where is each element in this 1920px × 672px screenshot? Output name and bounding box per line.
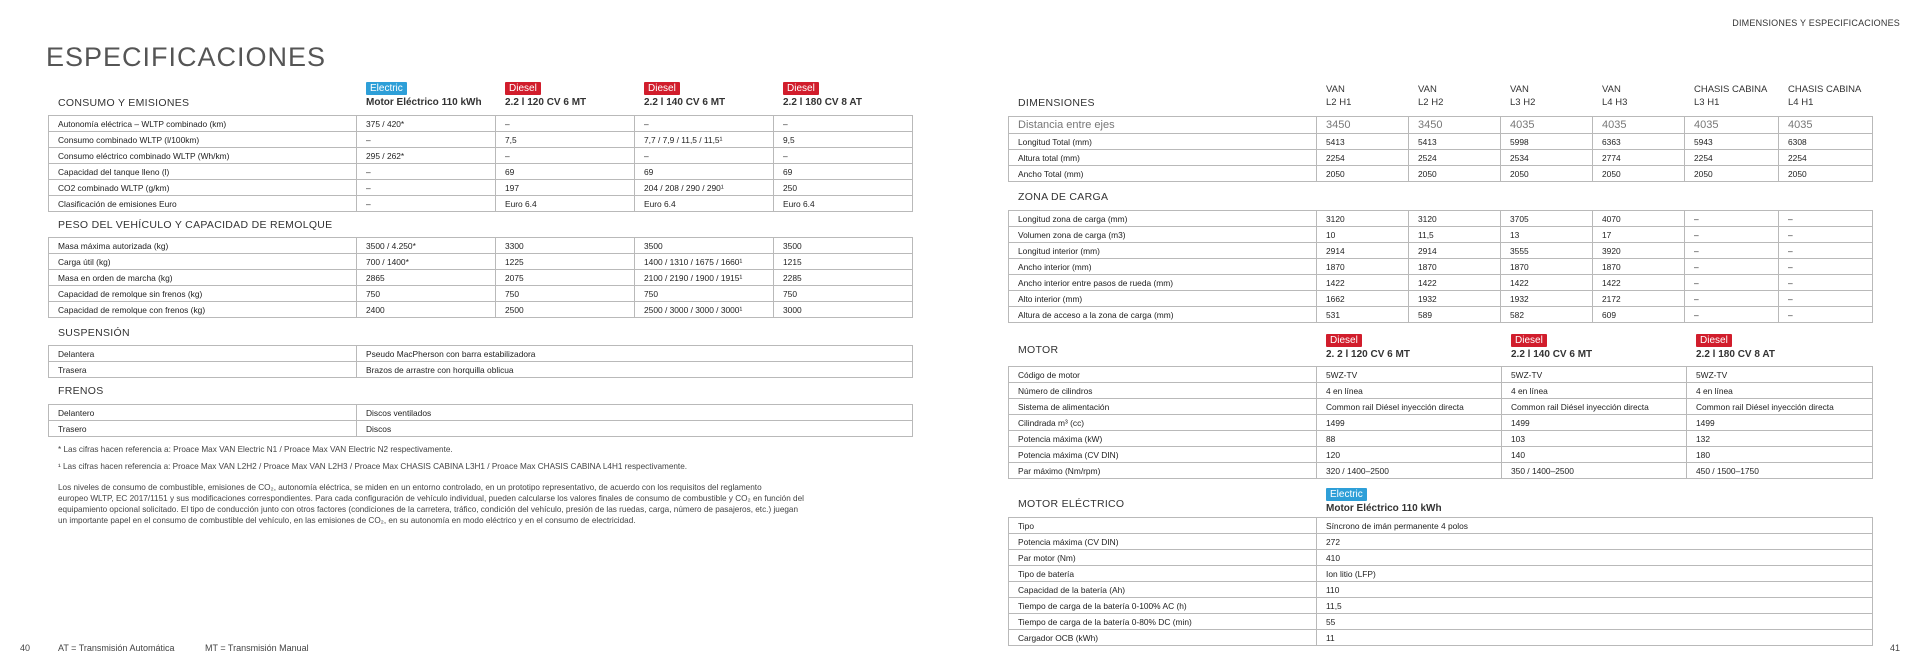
cell-value: 609 bbox=[1593, 307, 1685, 323]
legend-at: AT = Transmisión Automática bbox=[58, 643, 175, 653]
cell-value: 2254 bbox=[1685, 150, 1779, 166]
diesel-badge: Diesel bbox=[783, 82, 819, 95]
cell-value: 1870 bbox=[1317, 259, 1409, 275]
row-label: Autonomía eléctrica – WLTP combinado (km) bbox=[49, 116, 357, 132]
footnote-wltp-line-1: Los niveles de consumo de combustible, emisiones de CO₂, autonomía eléctrica, se miden en un entorno controlado, en un prototipo representativo, de acuerdo con los requisitos del reglamento bbox=[58, 483, 762, 492]
cell-value: – bbox=[1779, 291, 1873, 307]
cell-value: 295 / 262* bbox=[357, 148, 496, 164]
dimension-column-header bbox=[1602, 83, 1627, 109]
cell-value: 1400 / 1310 / 1675 / 1660¹ bbox=[635, 254, 774, 270]
motor-column-header-140 bbox=[1511, 330, 1547, 348]
cell-value: 1662 bbox=[1317, 291, 1409, 307]
table-row bbox=[49, 164, 913, 180]
cell-value: 7,7 / 7,9 / 11,5 / 11,5¹ bbox=[635, 132, 774, 148]
cell-value: 204 / 208 / 290 / 290¹ bbox=[635, 180, 774, 196]
table-row bbox=[1009, 566, 1873, 582]
cell-value: Discos bbox=[357, 421, 913, 437]
table-row bbox=[1009, 399, 1873, 415]
table-motor bbox=[1008, 366, 1873, 479]
row-label: Carga útil (kg) bbox=[49, 254, 357, 270]
footnote-variants: ¹ Las cifras hacen referencia a: Proace Max VAN L2H2 / Proace Max VAN L2H3 / Proace Max CHASIS CABINA L3H1 / Proace Max CHASIS CABINA L4H1 respectivamente. bbox=[58, 462, 688, 471]
cell-value: 3705 bbox=[1501, 211, 1593, 227]
dimension-column-header bbox=[1510, 83, 1535, 109]
cell-value: 5WZ-TV bbox=[1502, 367, 1687, 383]
cell-value: 1499 bbox=[1502, 415, 1687, 431]
diesel-badge: Diesel bbox=[1326, 334, 1362, 347]
cell-value: – bbox=[1685, 227, 1779, 243]
cell-value: 350 / 1400–2500 bbox=[1502, 463, 1687, 479]
page-title: ESPECIFICACIONES bbox=[46, 42, 327, 72]
dimension-column-size: L2 H1 bbox=[1326, 97, 1352, 108]
footnote-wltp-line-2: europeo WLTP, EC 2017/1151 y sus modificaciones correspondientes. Para cada configuración de vehículo individual, pueden calcularse los valores finales de consumo de combustible y CO₂ en función del bbox=[58, 494, 804, 503]
cell-value: Euro 6.4 bbox=[496, 196, 635, 212]
column-header-diesel-140 bbox=[644, 78, 680, 96]
row-label: Potencia máxima (kW) bbox=[1009, 431, 1317, 447]
section-title-carga: ZONA DE CARGA bbox=[1018, 191, 1109, 203]
column-title-diesel-140: 2.2 l 140 CV 6 MT bbox=[644, 97, 726, 108]
row-label: Cargador OCB (kWh) bbox=[1009, 630, 1317, 646]
dimension-column-header bbox=[1326, 83, 1351, 109]
cell-value: – bbox=[1685, 291, 1779, 307]
row-label: Trasero bbox=[49, 421, 357, 437]
cell-value: – bbox=[1779, 307, 1873, 323]
table-row bbox=[1009, 383, 1873, 399]
table-row bbox=[49, 286, 913, 302]
table-row bbox=[49, 254, 913, 270]
footnote-wltp-line-4: un importante papel en el consumo de combustible del vehículo, en las emisiones de CO₂, en su autonomía en modo eléctrico y en el consumo de electricidad. bbox=[58, 516, 636, 525]
cell-value: – bbox=[1685, 275, 1779, 291]
cell-value: Ion litio (LFP) bbox=[1317, 566, 1873, 582]
table-carga bbox=[1008, 210, 1873, 323]
row-label: Longitud interior (mm) bbox=[1009, 243, 1317, 259]
row-label: Tiempo de carga de la batería 0-100% AC (h) bbox=[1009, 598, 1317, 614]
table-row bbox=[1009, 463, 1873, 479]
table-row bbox=[1009, 367, 1873, 383]
row-label: Par máximo (Nm/rpm) bbox=[1009, 463, 1317, 479]
cell-value: – bbox=[635, 148, 774, 164]
table-dimensiones bbox=[1008, 116, 1873, 182]
row-label: Clasificación de emisiones Euro bbox=[49, 196, 357, 212]
column-header-diesel-120 bbox=[505, 78, 541, 96]
table-row bbox=[49, 116, 913, 132]
table-row bbox=[1009, 415, 1873, 431]
dimension-column-size: L3 H2 bbox=[1510, 97, 1536, 108]
row-label: Capacidad de remolque sin frenos (kg) bbox=[49, 286, 357, 302]
row-label: Ancho Total (mm) bbox=[1009, 166, 1317, 182]
cell-value: 1499 bbox=[1687, 415, 1873, 431]
table-row bbox=[1009, 518, 1873, 534]
cell-value: 5413 bbox=[1317, 134, 1409, 150]
table-row bbox=[49, 180, 913, 196]
cell-value: 2050 bbox=[1685, 166, 1779, 182]
cell-value: – bbox=[357, 164, 496, 180]
cell-value: – bbox=[357, 196, 496, 212]
row-label: Longitud zona de carga (mm) bbox=[1009, 211, 1317, 227]
dimension-column-type: VAN bbox=[1418, 84, 1437, 95]
cell-value: 3500 bbox=[635, 238, 774, 254]
cell-value: 3500 / 4.250* bbox=[357, 238, 496, 254]
cell-value: 3500 bbox=[774, 238, 913, 254]
cell-value: – bbox=[635, 116, 774, 132]
table-row bbox=[49, 346, 913, 362]
row-label: Ancho interior entre pasos de rueda (mm) bbox=[1009, 275, 1317, 291]
cell-value: – bbox=[1685, 211, 1779, 227]
cell-value: 1870 bbox=[1501, 259, 1593, 275]
motor-electrico-column-title: Motor Eléctrico 110 kWh bbox=[1326, 503, 1442, 514]
footnote-wltp-line-3: equipamiento opcional solicitado. El tipo de conducción junto con otros factores (condiciones de la carretera, tráfico, condición del vehículo, presión de las ruedas, carga, número de pasajeros, etc.) juegan bbox=[58, 505, 799, 514]
cell-value: 4035 bbox=[1685, 117, 1779, 134]
cell-value: 2050 bbox=[1317, 166, 1409, 182]
cell-value: 1932 bbox=[1501, 291, 1593, 307]
table-row bbox=[1009, 150, 1873, 166]
column-title-electric: Motor Eléctrico 110 kWh bbox=[366, 97, 482, 108]
table-row bbox=[1009, 227, 1873, 243]
cell-value: 3300 bbox=[496, 238, 635, 254]
cell-value: 103 bbox=[1502, 431, 1687, 447]
cell-value: – bbox=[1779, 259, 1873, 275]
cell-value: 4035 bbox=[1779, 117, 1873, 134]
cell-value: 2050 bbox=[1409, 166, 1501, 182]
motor-electrico-column-header bbox=[1326, 484, 1367, 502]
table-row bbox=[1009, 243, 1873, 259]
dimension-column-type: VAN bbox=[1602, 84, 1621, 95]
row-label: Altura total (mm) bbox=[1009, 150, 1317, 166]
cell-value: 3120 bbox=[1317, 211, 1409, 227]
diesel-badge: Diesel bbox=[644, 82, 680, 95]
row-label: Ancho interior (mm) bbox=[1009, 259, 1317, 275]
cell-value: 3000 bbox=[774, 302, 913, 318]
cell-value: 11 bbox=[1317, 630, 1873, 646]
cell-value: 2500 / 3000 / 3000 / 3000¹ bbox=[635, 302, 774, 318]
cell-value: 2050 bbox=[1593, 166, 1685, 182]
column-title-diesel-180: 2.2 l 180 CV 8 AT bbox=[783, 97, 862, 108]
cell-value: 132 bbox=[1687, 431, 1873, 447]
table-row bbox=[1009, 614, 1873, 630]
cell-value: 2050 bbox=[1501, 166, 1593, 182]
table-row bbox=[1009, 134, 1873, 150]
cell-value: 3450 bbox=[1317, 117, 1409, 134]
table-row bbox=[1009, 275, 1873, 291]
cell-value: 320 / 1400–2500 bbox=[1317, 463, 1502, 479]
header-section-label: DIMENSIONES Y ESPECIFICACIONES bbox=[1732, 18, 1900, 28]
table-row bbox=[49, 302, 913, 318]
table-row bbox=[1009, 211, 1873, 227]
table-row bbox=[1009, 534, 1873, 550]
cell-value: 9,5 bbox=[774, 132, 913, 148]
cell-value: – bbox=[496, 116, 635, 132]
table-row bbox=[49, 238, 913, 254]
cell-value: 1870 bbox=[1409, 259, 1501, 275]
cell-value: – bbox=[774, 148, 913, 164]
cell-value: 110 bbox=[1317, 582, 1873, 598]
cell-value: 2172 bbox=[1593, 291, 1685, 307]
cell-value: 69 bbox=[774, 164, 913, 180]
cell-value: – bbox=[1779, 227, 1873, 243]
cell-value: 1422 bbox=[1409, 275, 1501, 291]
cell-value: 750 bbox=[774, 286, 913, 302]
cell-value: 2075 bbox=[496, 270, 635, 286]
cell-value: – bbox=[357, 180, 496, 196]
row-label: Capacidad de remolque con frenos (kg) bbox=[49, 302, 357, 318]
cell-value: – bbox=[1779, 243, 1873, 259]
cell-value: 3120 bbox=[1409, 211, 1501, 227]
cell-value: 2914 bbox=[1409, 243, 1501, 259]
cell-value: 11,5 bbox=[1317, 598, 1873, 614]
cell-value: 4 en línea bbox=[1502, 383, 1687, 399]
table-row bbox=[49, 421, 913, 437]
row-label: Sistema de alimentación bbox=[1009, 399, 1317, 415]
row-label: Capacidad de la batería (Ah) bbox=[1009, 582, 1317, 598]
column-header-diesel-180 bbox=[783, 78, 819, 96]
diesel-badge: Diesel bbox=[505, 82, 541, 95]
table-row bbox=[1009, 582, 1873, 598]
table-row bbox=[49, 132, 913, 148]
table-row bbox=[49, 196, 913, 212]
cell-value: 531 bbox=[1317, 307, 1409, 323]
cell-value: – bbox=[496, 148, 635, 164]
cell-value: 375 / 420* bbox=[357, 116, 496, 132]
cell-value: 2914 bbox=[1317, 243, 1409, 259]
table-row bbox=[1009, 431, 1873, 447]
row-label: Delantera bbox=[49, 346, 357, 362]
cell-value: 3920 bbox=[1593, 243, 1685, 259]
cell-value: 700 / 1400* bbox=[357, 254, 496, 270]
cell-value: Discos ventilados bbox=[357, 405, 913, 421]
cell-value: 55 bbox=[1317, 614, 1873, 630]
row-label: Consumo eléctrico combinado WLTP (Wh/km) bbox=[49, 148, 357, 164]
cell-value: 140 bbox=[1502, 447, 1687, 463]
cell-value: 2285 bbox=[774, 270, 913, 286]
table-row bbox=[1009, 447, 1873, 463]
cell-value: Pseudo MacPherson con barra estabilizadora bbox=[357, 346, 913, 362]
cell-value: 582 bbox=[1501, 307, 1593, 323]
table-row bbox=[1009, 598, 1873, 614]
cell-value: 4035 bbox=[1593, 117, 1685, 134]
row-label: Trasera bbox=[49, 362, 357, 378]
cell-value: Common rail Diésel inyección directa bbox=[1317, 399, 1502, 415]
cell-value: 1215 bbox=[774, 254, 913, 270]
cell-value: 750 bbox=[635, 286, 774, 302]
cell-value: – bbox=[357, 132, 496, 148]
cell-value: 7,5 bbox=[496, 132, 635, 148]
cell-value: – bbox=[1685, 259, 1779, 275]
row-label: Código de motor bbox=[1009, 367, 1317, 383]
cell-value: Euro 6.4 bbox=[774, 196, 913, 212]
motor-column-header-120 bbox=[1326, 330, 1362, 348]
cell-value: 5943 bbox=[1685, 134, 1779, 150]
cell-value: 197 bbox=[496, 180, 635, 196]
cell-value: 13 bbox=[1501, 227, 1593, 243]
cell-value: 88 bbox=[1317, 431, 1502, 447]
table-row bbox=[49, 405, 913, 421]
cell-value: – bbox=[1685, 307, 1779, 323]
cell-value: 1870 bbox=[1593, 259, 1685, 275]
cell-value: 11,5 bbox=[1409, 227, 1501, 243]
cell-value: 4 en línea bbox=[1687, 383, 1873, 399]
motor-column-title-180: 2.2 l 180 CV 8 AT bbox=[1696, 349, 1775, 360]
table-row bbox=[1009, 550, 1873, 566]
cell-value: 4070 bbox=[1593, 211, 1685, 227]
legend-mt: MT = Transmisión Manual bbox=[205, 643, 309, 653]
column-header-electric bbox=[366, 78, 407, 96]
cell-value: 750 bbox=[496, 286, 635, 302]
cell-value: 750 bbox=[357, 286, 496, 302]
cell-value: 589 bbox=[1409, 307, 1501, 323]
cell-value: 2254 bbox=[1317, 150, 1409, 166]
dimension-column-header bbox=[1418, 83, 1443, 109]
dimension-column-type: CHASIS CABINA bbox=[1694, 84, 1768, 95]
cell-value: 180 bbox=[1687, 447, 1873, 463]
cell-value: 5998 bbox=[1501, 134, 1593, 150]
row-label: Consumo combinado WLTP (l/100km) bbox=[49, 132, 357, 148]
dimension-column-type: VAN bbox=[1510, 84, 1529, 95]
dimension-column-header bbox=[1788, 83, 1861, 109]
cell-value: 5WZ-TV bbox=[1687, 367, 1873, 383]
row-label: Potencia máxima (CV DIN) bbox=[1009, 447, 1317, 463]
table-frenos bbox=[48, 404, 913, 437]
cell-value: 1932 bbox=[1409, 291, 1501, 307]
row-label: Par motor (Nm) bbox=[1009, 550, 1317, 566]
cell-value: – bbox=[774, 116, 913, 132]
section-title-dimensiones: DIMENSIONES bbox=[1018, 97, 1095, 109]
cell-value: Common rail Diésel inyección directa bbox=[1502, 399, 1687, 415]
table-row bbox=[49, 148, 913, 164]
cell-value: Euro 6.4 bbox=[635, 196, 774, 212]
diesel-badge: Diesel bbox=[1511, 334, 1547, 347]
cell-value: 2500 bbox=[496, 302, 635, 318]
cell-value: – bbox=[1779, 211, 1873, 227]
dimension-column-size: L3 H1 bbox=[1694, 97, 1720, 108]
table-row bbox=[1009, 259, 1873, 275]
table-row bbox=[49, 270, 913, 286]
cell-value: 1422 bbox=[1501, 275, 1593, 291]
cell-value: Brazos de arrastre con horquilla oblicua bbox=[357, 362, 913, 378]
diesel-badge: Diesel bbox=[1696, 334, 1732, 347]
cell-value: – bbox=[1779, 275, 1873, 291]
cell-value: 2050 bbox=[1779, 166, 1873, 182]
electric-badge: Electric bbox=[1326, 488, 1367, 501]
section-title-frenos: FRENOS bbox=[58, 385, 104, 397]
cell-value: 2100 / 2190 / 1900 / 1915¹ bbox=[635, 270, 774, 286]
row-label: Volumen zona de carga (m3) bbox=[1009, 227, 1317, 243]
row-label: Número de cilindros bbox=[1009, 383, 1317, 399]
cell-value: 2865 bbox=[357, 270, 496, 286]
table-motor-electrico bbox=[1008, 517, 1873, 646]
cell-value: 3555 bbox=[1501, 243, 1593, 259]
table-row bbox=[1009, 166, 1873, 182]
row-label: Tipo bbox=[1009, 518, 1317, 534]
table-row bbox=[49, 362, 913, 378]
row-label: Tipo de batería bbox=[1009, 566, 1317, 582]
cell-value: 2254 bbox=[1779, 150, 1873, 166]
cell-value: 250 bbox=[774, 180, 913, 196]
motor-column-title-120: 2. 2 l 120 CV 6 MT bbox=[1326, 349, 1410, 360]
cell-value: 4035 bbox=[1501, 117, 1593, 134]
cell-value: Common rail Diésel inyección directa bbox=[1687, 399, 1873, 415]
section-title-consumo: CONSUMO Y EMISIONES bbox=[58, 97, 190, 109]
section-title-motor: MOTOR bbox=[1018, 344, 1059, 356]
section-title-motor-electrico: MOTOR ELÉCTRICO bbox=[1018, 498, 1125, 510]
row-label: Capacidad del tanque lleno (l) bbox=[49, 164, 357, 180]
dimension-column-type: CHASIS CABINA bbox=[1788, 84, 1862, 95]
row-label: Tiempo de carga de la batería 0-80% DC (min) bbox=[1009, 614, 1317, 630]
table-row bbox=[1009, 630, 1873, 646]
cell-value: 6363 bbox=[1593, 134, 1685, 150]
table-row bbox=[1009, 307, 1873, 323]
row-label: Longitud Total (mm) bbox=[1009, 134, 1317, 150]
dimension-column-header bbox=[1694, 83, 1767, 109]
page-number-left: 40 bbox=[20, 643, 31, 653]
row-label: Masa máxima autorizada (kg) bbox=[49, 238, 357, 254]
cell-value: 2774 bbox=[1593, 150, 1685, 166]
cell-value: Síncrono de imán permanente 4 polos bbox=[1317, 518, 1873, 534]
table-peso bbox=[48, 237, 913, 318]
table-row bbox=[1009, 291, 1873, 307]
cell-value: 1225 bbox=[496, 254, 635, 270]
row-label: Delantero bbox=[49, 405, 357, 421]
electric-badge: Electric bbox=[366, 82, 407, 95]
cell-value: – bbox=[1685, 243, 1779, 259]
cell-value: 2400 bbox=[357, 302, 496, 318]
row-label: Cilindrada m³ (cc) bbox=[1009, 415, 1317, 431]
motor-column-header-180 bbox=[1696, 330, 1732, 348]
cell-value: 2534 bbox=[1501, 150, 1593, 166]
dimension-column-type: VAN bbox=[1326, 84, 1345, 95]
cell-value: 69 bbox=[496, 164, 635, 180]
page-number-right: 41 bbox=[1890, 643, 1901, 653]
cell-value: 1499 bbox=[1317, 415, 1502, 431]
cell-value: 2524 bbox=[1409, 150, 1501, 166]
row-label: Potencia máxima (CV DIN) bbox=[1009, 534, 1317, 550]
table-suspension bbox=[48, 345, 913, 378]
section-title-peso: PESO DEL VEHÍCULO Y CAPACIDAD DE REMOLQUE bbox=[58, 219, 333, 231]
dimension-column-size: L4 H1 bbox=[1788, 97, 1814, 108]
row-label: CO2 combinado WLTP (g/km) bbox=[49, 180, 357, 196]
motor-column-title-140: 2.2 l 140 CV 6 MT bbox=[1511, 349, 1593, 360]
cell-value: 6308 bbox=[1779, 134, 1873, 150]
cell-value: 1422 bbox=[1317, 275, 1409, 291]
cell-value: 3450 bbox=[1409, 117, 1501, 134]
cell-value: 410 bbox=[1317, 550, 1873, 566]
cell-value: 272 bbox=[1317, 534, 1873, 550]
cell-value: 1422 bbox=[1593, 275, 1685, 291]
cell-value: 10 bbox=[1317, 227, 1409, 243]
cell-value: 5413 bbox=[1409, 134, 1501, 150]
cell-value: 5WZ-TV bbox=[1317, 367, 1502, 383]
row-label: Altura de acceso a la zona de carga (mm) bbox=[1009, 307, 1317, 323]
row-label: Masa en orden de marcha (kg) bbox=[49, 270, 357, 286]
table-row bbox=[1009, 117, 1873, 134]
row-label: Alto interior (mm) bbox=[1009, 291, 1317, 307]
cell-value: 4 en línea bbox=[1317, 383, 1502, 399]
row-label: Distancia entre ejes bbox=[1009, 117, 1317, 134]
cell-value: 17 bbox=[1593, 227, 1685, 243]
column-title-diesel-120: 2.2 l 120 CV 6 MT bbox=[505, 97, 587, 108]
cell-value: 450 / 1500–1750 bbox=[1687, 463, 1873, 479]
table-consumo bbox=[48, 115, 913, 212]
cell-value: 69 bbox=[635, 164, 774, 180]
cell-value: 120 bbox=[1317, 447, 1502, 463]
footnote-electric: * Las cifras hacen referencia a: Proace Max VAN Electric N1 / Proace Max VAN Electric N2 respectivamente. bbox=[58, 445, 453, 454]
dimension-column-size: L4 H3 bbox=[1602, 97, 1628, 108]
dimension-column-size: L2 H2 bbox=[1418, 97, 1444, 108]
section-title-suspension: SUSPENSIÓN bbox=[58, 327, 130, 339]
